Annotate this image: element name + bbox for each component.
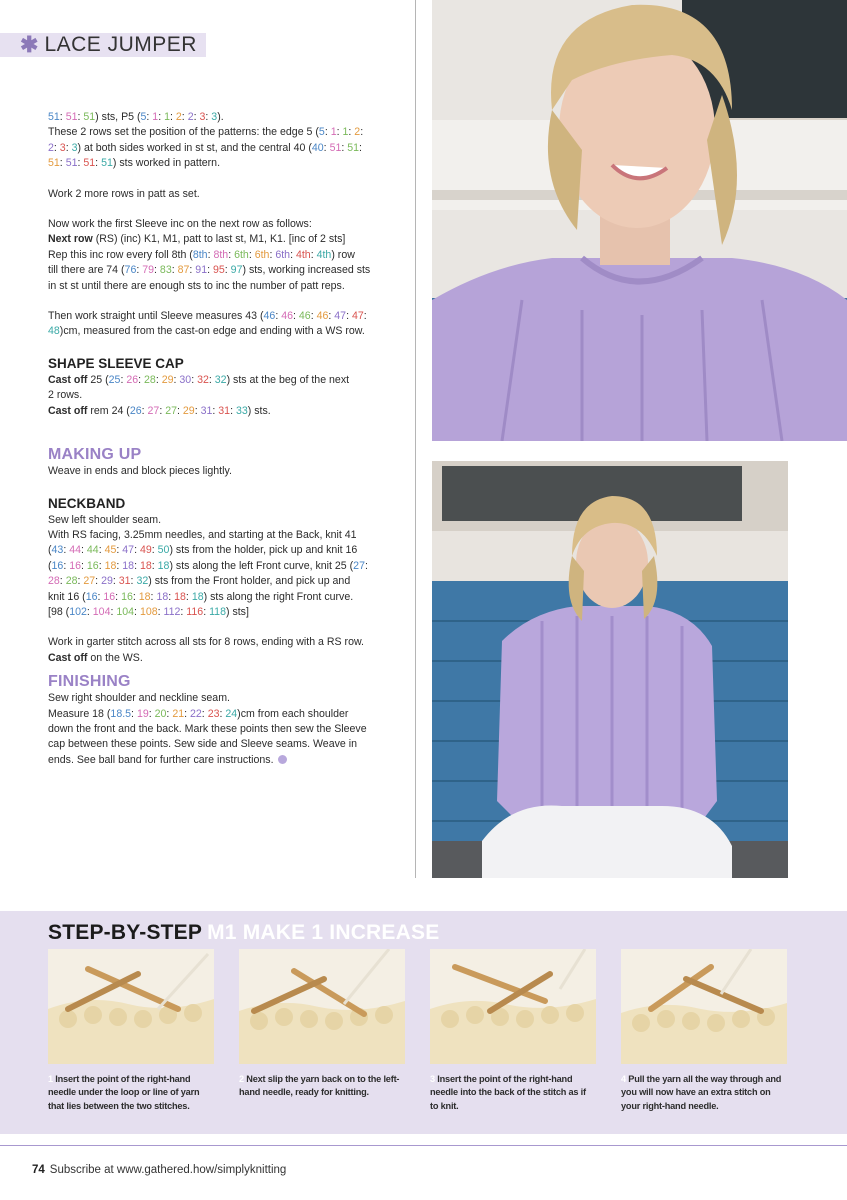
subscribe-link[interactable]: Subscribe at www.gathered.how/simplyknitting bbox=[49, 1164, 287, 1176]
end-dot-icon bbox=[278, 755, 287, 764]
text-line: Then work straight until Sleeve measures 43 (46: 46: 46: 46: 47: 47: bbox=[48, 310, 367, 323]
page-title: LACE JUMPER bbox=[44, 33, 197, 56]
column-divider bbox=[415, 0, 416, 878]
text-line: Measure 18 (18.5: 19: 20: 21: 22: 23: 24)cm from each shoulder bbox=[48, 707, 349, 720]
heading-shape-sleeve-cap: SHAPE SLEEVE CAP bbox=[48, 355, 184, 371]
text-line: ends. See ball band for further care instructions. bbox=[48, 753, 410, 768]
text-line: Sew left shoulder seam. bbox=[48, 513, 162, 526]
step-2 bbox=[239, 949, 405, 1100]
heading-making-up: MAKING UP bbox=[48, 446, 142, 464]
text-line: in st st until there are enough sts to inc the number of patt reps. bbox=[48, 279, 345, 292]
heading-finishing: FINISHING bbox=[48, 673, 131, 691]
text-line: cap between these points. Sew side and Sleeve seams. Weave in bbox=[48, 738, 357, 751]
text-line: down the front and the back. Mark these points then sew the Sleeve bbox=[48, 722, 367, 735]
text-line: Cast off on the WS. bbox=[48, 651, 143, 664]
text-line: 2: 3: 3) at both sides worked in st st, and the central 40 (40: 51: 51: bbox=[48, 141, 362, 154]
text-line: knit 16 (16: 16: 16: 18: 18: 18: 18) sts along the right Front curve. bbox=[48, 590, 354, 603]
asterisk-icon: ✱ bbox=[20, 32, 39, 57]
step-image bbox=[48, 949, 214, 1064]
step-image bbox=[239, 949, 405, 1064]
text-line: (43: 44: 44: 45: 47: 49: 50) sts from the holder, pick up and knit 16 bbox=[48, 544, 358, 557]
text-line: 2 rows. bbox=[48, 389, 83, 402]
page-number: 74 bbox=[32, 1164, 45, 1176]
text-line: Rep this inc row every foll 8th (8th: 8th: 6th: 6th: 6th: 4th: 4th) row bbox=[48, 248, 355, 261]
text-line: With RS facing, 3.25mm needles, and starting at the Back, knit 41 bbox=[48, 528, 357, 541]
step-by-step-panel bbox=[0, 911, 847, 1134]
section-header bbox=[0, 33, 206, 57]
text-line: till there are 74 (76: 79: 83: 87: 91: 95: 97) sts, working increased sts bbox=[48, 264, 371, 277]
photo-model-closeup bbox=[432, 0, 847, 441]
text-line: 28: 28: 27: 29: 31: 32) sts from the Front holder, and pick up and bbox=[48, 575, 351, 588]
footer-divider bbox=[0, 1145, 847, 1146]
step-by-step-title: STEP-BY-STEP M1 MAKE 1 INCREASE bbox=[48, 921, 440, 944]
step-3 bbox=[430, 949, 596, 1113]
page-footer bbox=[32, 1164, 286, 1176]
text-line: Sew right shoulder and neckline seam. bbox=[48, 692, 230, 705]
text-line: Cast off 25 (25: 26: 28: 29: 30: 32: 32) sts at the beg of the next bbox=[48, 373, 350, 386]
text-line: [98 (102: 104: 104: 108: 112: 116: 118) sts] bbox=[48, 605, 249, 618]
heading-neckband: NECKBAND bbox=[48, 495, 126, 511]
text-line: Next row (RS) (inc) K1, M1, patt to last st, M1, K1. [inc of 2 sts] bbox=[48, 233, 346, 246]
text-line: Cast off rem 24 (26: 27: 27: 29: 31: 31: 33) sts. bbox=[48, 404, 271, 417]
pattern-text-column bbox=[48, 110, 410, 768]
text-line: Now work the first Sleeve inc on the next row as follows: bbox=[48, 218, 312, 231]
text-line: Weave in ends and block pieces lightly. bbox=[48, 465, 232, 478]
step-4 bbox=[621, 949, 787, 1113]
step-caption: 3 Insert the point of the right-hand needle into the back of the stitch as if to knit. bbox=[430, 1074, 586, 1111]
text-line: (16: 16: 16: 18: 18: 18: 18) sts along the left Front curve, knit 25 (27: bbox=[48, 559, 368, 572]
text-line: 51: 51: 51: 51) sts worked in pattern. bbox=[48, 157, 221, 170]
text-line: These 2 rows set the position of the patterns: the edge 5 (5: 1: 1: 2: bbox=[48, 126, 364, 139]
step-caption: 4 Pull the yarn all the way through and you will now have an extra stitch on your right-hand needle. bbox=[621, 1074, 782, 1111]
photo-model-seated bbox=[432, 461, 788, 878]
step-image bbox=[621, 949, 787, 1064]
text-line: 48)cm, measured from the cast-on edge and ending with a WS row. bbox=[48, 325, 365, 338]
text-line: Work 2 more rows in patt as set. bbox=[48, 187, 200, 200]
step-image bbox=[430, 949, 596, 1064]
text-line: Work in garter stitch across all sts for 8 rows, ending with a RS row. bbox=[48, 636, 364, 649]
text-line: 51: 51: 51) sts, P5 (5: 1: 1: 2: 2: 3: 3). bbox=[48, 111, 224, 123]
step-caption: 2 Next slip the yarn back on to the left-hand needle, ready for knitting. bbox=[239, 1074, 400, 1098]
step-caption: 1 Insert the point of the right-hand needle under the loop or line of yarn that lies between the two stitches. bbox=[48, 1074, 200, 1111]
step-1 bbox=[48, 949, 214, 1113]
